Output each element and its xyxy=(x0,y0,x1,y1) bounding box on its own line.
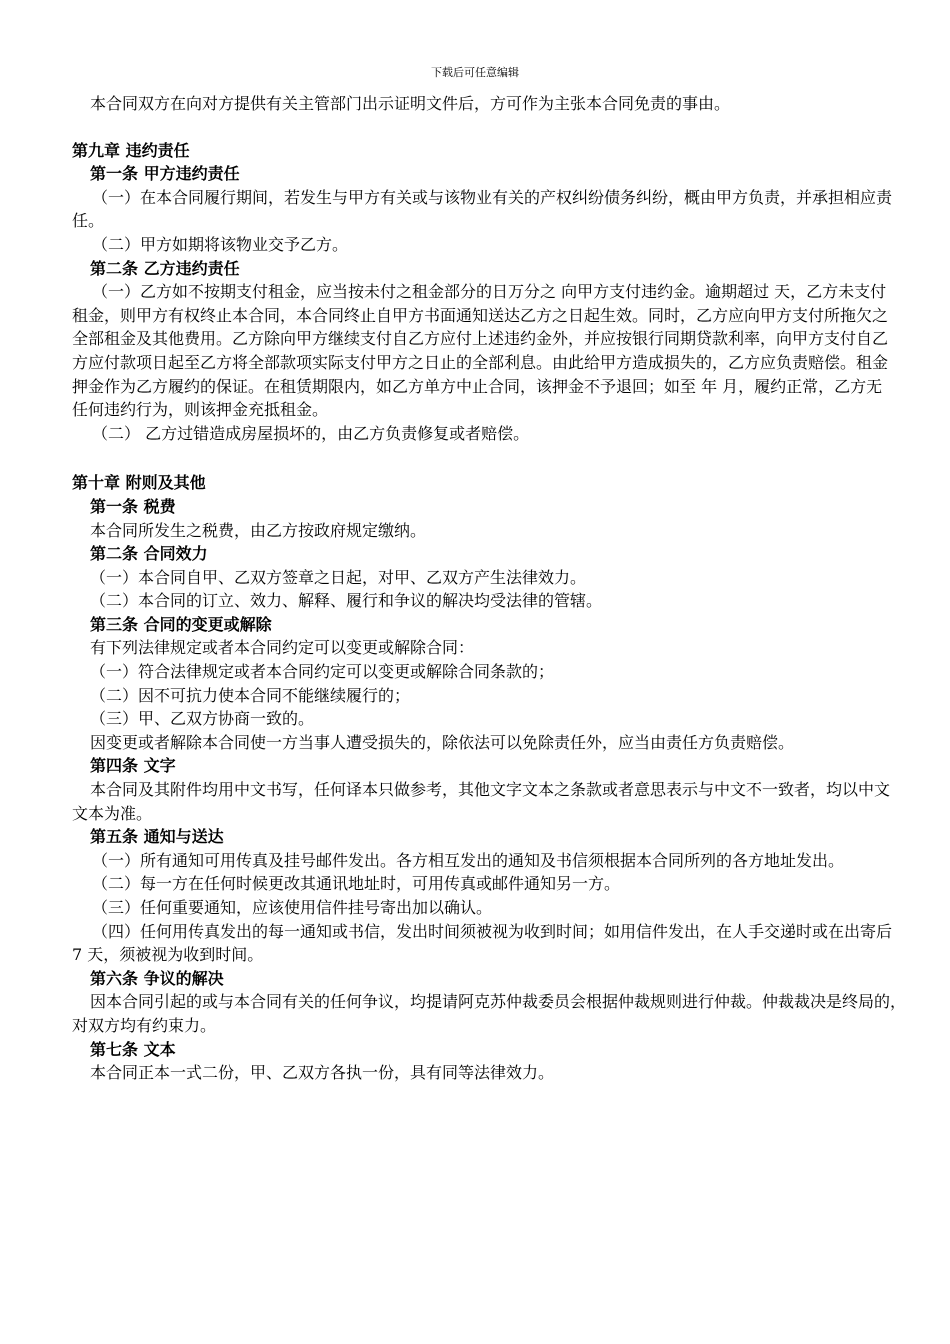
intro-paragraph: 本合同双方在向对方提供有关主管部门出示证明文件后，方可作为主张本合同免责的事由。 xyxy=(90,94,731,113)
chapter-10-article-2-title: 第二条 合同效力 xyxy=(90,544,208,564)
chapter-9-article-1-para-2: （二）甲方如期将该物业交予乙方。 xyxy=(92,234,349,254)
chapter-9-article-1-title: 第一条 甲方违约责任 xyxy=(90,164,240,184)
chapter-10-article-5-para-1: （一）所有通知可用传真及挂号邮件发出。各方相互发出的通知及书信须根据本合同所列的各方地址发出。 xyxy=(92,850,845,870)
document-body xyxy=(72,92,907,1085)
chapter-10-article-1-para-1: 本合同所发生之税费，由乙方按政府规定缴纳。 xyxy=(90,520,427,540)
chapter-10-article-7-title: 第七条 文本 xyxy=(90,1039,176,1059)
chapter-9-article-2-title: 第二条 乙方违约责任 xyxy=(90,258,240,278)
chapter-10-article-5-para-4: （四）任何用传真发出的每一通知或书信，发出时间须被视为收到时间；如用信件发出，在人手交递时或在出寄后 7 天，须被视为收到时间。 xyxy=(72,921,893,965)
chapter-9-article-2-para-1: （一）乙方如不按期支付租金，应当按未付之租金部分的日万分之 向甲方支付违约金。逾期超过 天，乙方未支付租金，则甲方有权终止本合同，本合同终止自甲方书面通知送达乙方之日起生效。同时，乙方应向甲方支付所拖欠之全部租金及其他费用。乙方除向甲方继续支付自乙方应付上述违约金外，并应按银行同期贷款利率，向甲方支付自乙方应付款项日起至乙方将全部款项实际支付甲方之日止的全部利息。由此给甲方造成损失的，乙方应负责赔偿。租金押金作为乙方履约的保证。在租赁期限内，如乙方单方中止合同，该押金不予退回；如至 年 月，履约正常，乙方无任何违约行为，则该押金充抵租金。 xyxy=(72,282,889,420)
chapter-10-article-6-title: 第六条 争议的解决 xyxy=(90,968,224,988)
page-header: 下载后可任意编辑 xyxy=(431,66,519,79)
chapter-10-article-2-para-2: （二）本合同的订立、效力、解释、履行和争议的解决均受法律的管辖。 xyxy=(90,591,603,611)
chapter-9-article-2-para-2: （二） 乙方过错造成房屋损坏的，由乙方负责修复或者赔偿。 xyxy=(92,423,530,443)
chapter-10-title: 第十章 附则及其他 xyxy=(72,473,206,493)
chapter-10-article-5-title: 第五条 通知与送达 xyxy=(90,827,224,847)
chapter-9-title: 第九章 违约责任 xyxy=(72,140,190,160)
chapter-10-article-1-title: 第一条 税费 xyxy=(90,496,176,516)
chapter-10-article-5-para-3: （三）任何重要通知，应该使用信件挂号寄出加以确认。 xyxy=(92,898,493,917)
chapter-10-article-3-para-4: （三）甲、乙双方协商一致的。 xyxy=(90,709,315,729)
chapter-10-article-3-para-5: 因变更或者解除本合同使一方当事人遭受损失的，除依法可以免除责任外，应当由责任方负责赔偿。 xyxy=(90,732,795,752)
chapter-10-article-4-title: 第四条 文字 xyxy=(90,756,176,776)
chapter-10-article-7-para-1: 本合同正本一式二份，甲、乙双方各执一份，具有同等法律效力。 xyxy=(90,1063,555,1083)
chapter-10-article-3-para-3: （二）因不可抗力使本合同不能继续履行的； xyxy=(90,685,411,705)
chapter-10-article-3-para-2: （一）符合法律规定或者本合同约定可以变更或解除合同条款的； xyxy=(90,662,555,682)
chapter-10-article-6-para-1: 因本合同引起的或与本合同有关的任何争议，均提请阿克苏仲裁委员会根据仲裁规则进行仲裁。仲裁裁决是终局的，对双方均有约束力。 xyxy=(72,992,907,1035)
chapter-10-article-3-title: 第三条 合同的变更或解除 xyxy=(90,614,272,634)
chapter-10-article-2-para-1: （一）本合同自甲、乙双方签章之日起，对甲、乙双方产生法律效力。 xyxy=(90,567,587,587)
chapter-10-article-3-para-1: 有下列法律规定或者本合同约定可以变更或解除合同： xyxy=(90,638,475,658)
chapter-10-article-5-para-2: （二）每一方在任何时候更改其通讯地址时，可用传真或邮件通知另一方。 xyxy=(92,874,621,894)
chapter-10-article-4-para-1: 本合同及其附件均用中文书写，任何译本只做参考，其他文字文本之条款或者意思表示与中文不一致者，均以中文文本为准。 xyxy=(72,780,891,823)
chapter-9-article-1-para-1: （一）在本合同履行期间，若发生与甲方有关或与该物业有关的产权纠纷债务纠纷，概由甲方负责，并承担相应责任。 xyxy=(72,187,893,231)
